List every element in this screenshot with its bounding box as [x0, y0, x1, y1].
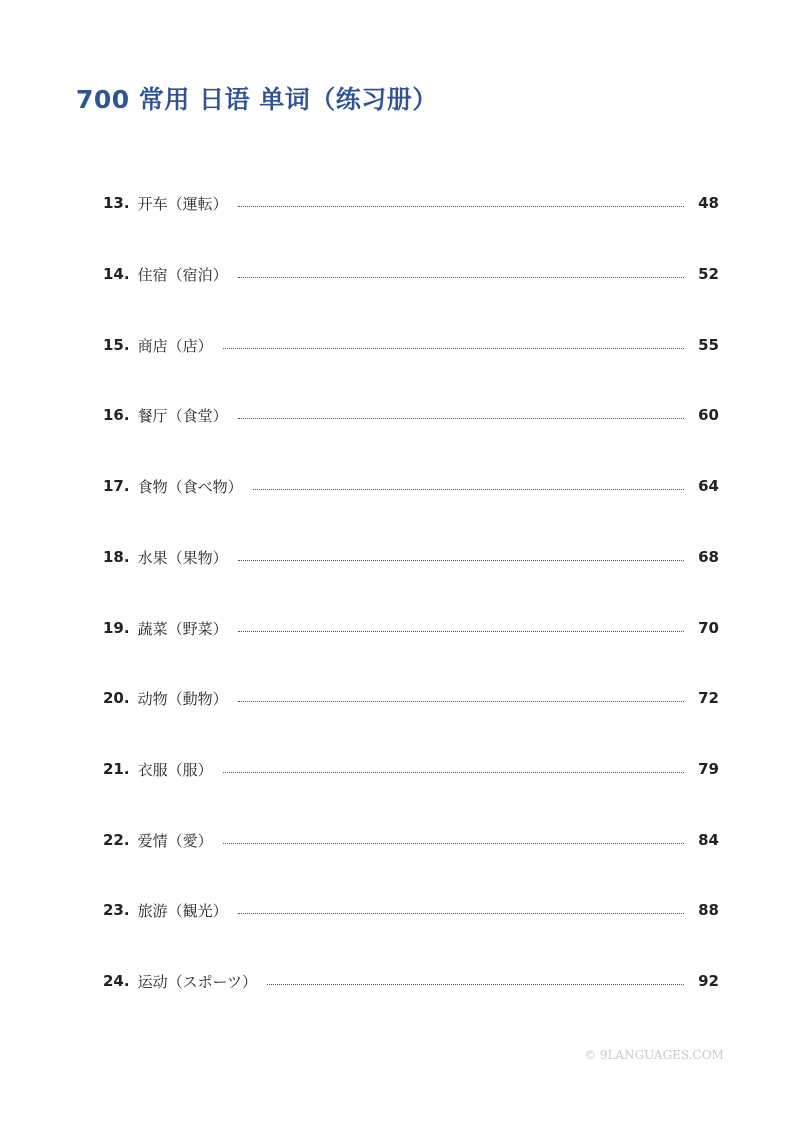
toc-entry-page: 92 — [698, 972, 719, 990]
toc-entry-label: 蔬菜（野菜） — [137, 619, 228, 638]
toc-entry-page: 60 — [698, 406, 719, 424]
toc-dot-leader — [238, 559, 685, 561]
toc-entry-label: 餐厅（食堂） — [137, 406, 228, 425]
toc-entry[interactable] — [103, 757, 719, 781]
toc-dot-leader — [223, 771, 685, 773]
toc-entry-label: 旅游（観光） — [137, 901, 228, 920]
toc-dot-leader — [238, 205, 685, 207]
toc-entry[interactable] — [103, 969, 719, 993]
toc-dot-leader — [253, 488, 685, 490]
toc-dot-leader — [238, 912, 685, 914]
toc-entry-page: 48 — [698, 194, 719, 212]
toc-entry[interactable] — [103, 474, 719, 498]
toc-entry-page: 88 — [698, 901, 719, 919]
toc-entry[interactable] — [103, 686, 719, 710]
toc-entry-number: 18. — [103, 548, 130, 566]
toc-dot-leader — [238, 700, 685, 702]
toc-entry[interactable] — [103, 898, 719, 922]
page-title: 700 常用 日语 单词（练习册） — [76, 85, 438, 114]
toc-entry[interactable] — [103, 616, 719, 640]
toc-entry-page: 72 — [698, 689, 719, 707]
toc-entry-label: 水果（果物） — [137, 548, 228, 567]
watermark: © 9LANGUAGES.COM — [584, 1048, 724, 1062]
toc-entry-label: 商店（店） — [137, 336, 213, 355]
toc-entry-number: 22. — [103, 831, 130, 849]
toc-entry-page: 84 — [698, 831, 719, 849]
toc-dot-leader — [238, 630, 685, 632]
toc-entry-label: 食物（食べ物） — [137, 477, 243, 496]
toc-entry[interactable] — [103, 333, 719, 357]
toc-entry-label: 运动（スポーツ） — [137, 972, 257, 991]
toc-dot-leader — [223, 347, 685, 349]
toc-entry-page: 64 — [698, 477, 719, 495]
toc-entry-label: 衣服（服） — [137, 760, 213, 779]
toc-entry-number: 23. — [103, 901, 130, 919]
toc-entry-label: 动物（動物） — [137, 689, 228, 708]
toc-entry-number: 15. — [103, 336, 130, 354]
toc-entry[interactable] — [103, 545, 719, 569]
toc-entry-page: 55 — [698, 336, 719, 354]
toc-dot-leader — [267, 983, 684, 985]
table-of-contents — [103, 0, 719, 1123]
toc-entry[interactable] — [103, 403, 719, 427]
toc-entry[interactable] — [103, 262, 719, 286]
toc-entry-number: 24. — [103, 972, 130, 990]
toc-entry-page: 79 — [698, 760, 719, 778]
toc-entry-label: 住宿（宿泊） — [137, 265, 228, 284]
toc-entry-label: 爱情（愛） — [137, 831, 213, 850]
toc-dot-leader — [223, 842, 685, 844]
toc-entry-number: 16. — [103, 406, 130, 424]
toc-entry-number: 21. — [103, 760, 130, 778]
toc-entry-page: 68 — [698, 548, 719, 566]
toc-entry-number: 20. — [103, 689, 130, 707]
toc-entry-number: 19. — [103, 619, 130, 637]
toc-entry[interactable] — [103, 191, 719, 215]
toc-dot-leader — [238, 417, 685, 419]
toc-entry-number: 17. — [103, 477, 130, 495]
toc-entry-page: 70 — [698, 619, 719, 637]
toc-dot-leader — [238, 276, 685, 278]
toc-entry-page: 52 — [698, 265, 719, 283]
toc-entry[interactable] — [103, 828, 719, 852]
toc-entry-number: 14. — [103, 265, 130, 283]
toc-entry-label: 开车（運転） — [137, 194, 228, 213]
toc-entry-number: 13. — [103, 194, 130, 212]
